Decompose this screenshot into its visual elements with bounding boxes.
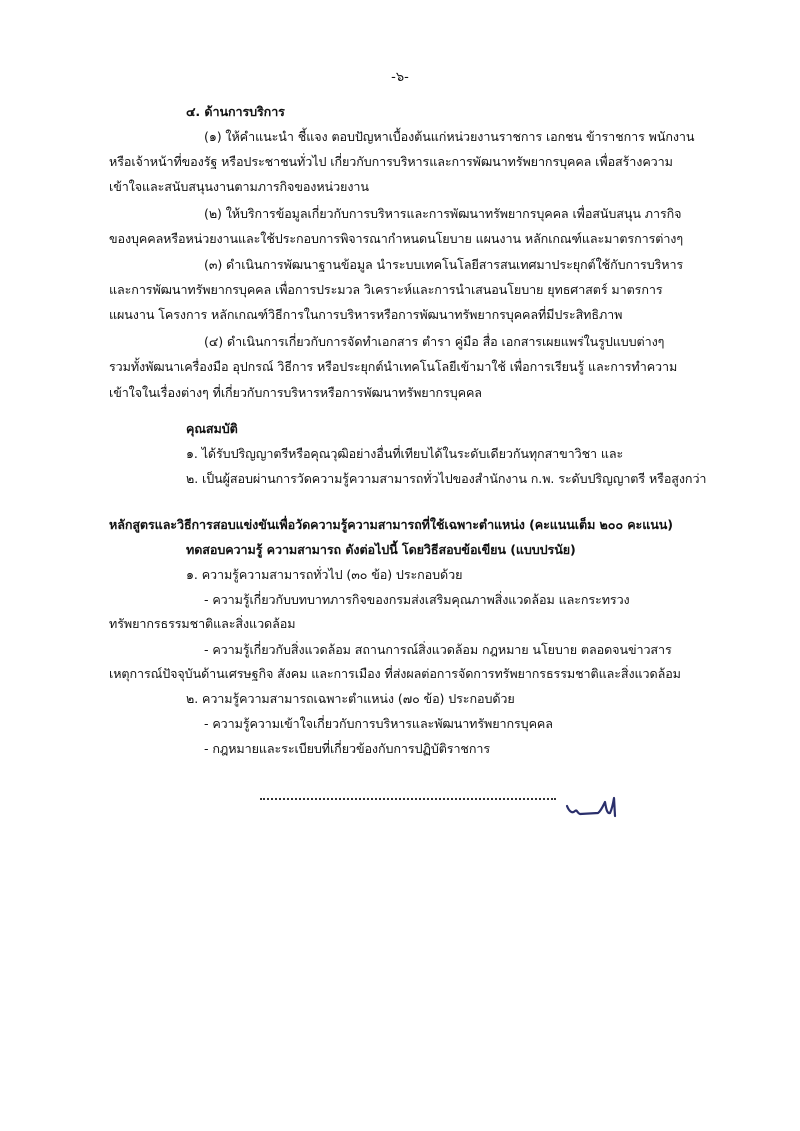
service-item-1-line-2: หรือเจ้าหน้าที่ของรัฐ หรือประชาชนทั่วไป เกี่ยวกับการบริหารและการพัฒนาทรัพยากรบุคคล เพื่อสร้างความ bbox=[109, 154, 673, 169]
exam-general-item-2-line-2: เหตุการณ์ปัจจุบันด้านเศรษฐกิจ สังคม และการเมือง ที่ส่งผลต่อการจัดการทรัพยากรธรรมชาติและสิ่งแวดล้อม bbox=[109, 666, 681, 681]
page-number: -๖- bbox=[391, 70, 409, 85]
exam-specific-ability-heading: ๒. ความรู้ความสามารถเฉพาะตำแหน่ง (๗๐ ข้อ) ประกอบด้วย bbox=[186, 691, 515, 706]
service-item-2-line-2: ของบุคคลหรือหน่วยงานและใช้ประกอบการพิจารณากำหนดนโยบาย แผนงาน หลักเกณฑ์และมาตรการต่างๆ bbox=[109, 231, 684, 246]
exam-specific-item-2: - กฎหมายและระเบียบที่เกี่ยวข้องกับการปฏิบัติราชการ bbox=[204, 741, 491, 756]
service-section-heading: ๔. ด้านการบริการ bbox=[186, 104, 285, 119]
exam-general-item-1-line-2: ทรัพยากรธรรมชาติและสิ่งแวดล้อม bbox=[109, 616, 296, 631]
service-item-1-line-3: เข้าใจและสนับสนุนงานตามภารกิจของหน่วยงาน bbox=[109, 179, 369, 194]
service-item-3-line-3: แผนงาน โครงการ หลักเกณฑ์วิธีการในการบริหารหรือการพัฒนาทรัพยากรบุคคลที่มีประสิทธิภาพ bbox=[109, 307, 623, 322]
exam-specific-item-1: - ความรู้ความเข้าใจเกี่ยวกับการบริหารและพัฒนาทรัพยากรบุคคล bbox=[204, 716, 553, 731]
end-of-document-dotted-rule bbox=[260, 798, 556, 800]
exam-general-item-1-line-1: - ความรู้เกี่ยวกับบทบาทภารกิจของกรมส่งเสริมคุณภาพสิ่งแวดล้อม และกระทรวง bbox=[204, 592, 630, 607]
service-item-4-line-1: (๔) ดำเนินการเกี่ยวกับการจัดทำเอกสาร ตำรา คู่มือ สื่อ เอกสารเผยแพร่ในรูปแบบต่างๆ bbox=[204, 334, 665, 349]
service-item-4-line-3: เข้าใจในเรื่องต่างๆ ที่เกี่ยวกับการบริหารหรือการพัฒนาทรัพยากรบุคคล bbox=[109, 385, 482, 400]
exam-general-item-2-line-1: - ความรู้เกี่ยวกับสิ่งแวดล้อม สถานการณ์สิ่งแวดล้อม กฎหมาย นโยบาย ตลอดจนข่าวสาร bbox=[204, 642, 672, 657]
service-item-2-line-1: (๒) ให้บริการข้อมูลเกี่ยวกับการบริหารและการพัฒนาทรัพยากรบุคคล เพื่อสนับสนุน ภารกิจ bbox=[204, 206, 682, 221]
service-item-1-line-1: (๑) ให้คำแนะนำ ชี้แจง ตอบปัญหาเบื้องต้นแก่หน่วยงานราชการ เอกชน ข้าราชการ พนักงาน bbox=[204, 129, 695, 144]
exam-heading-line-1: หลักสูตรและวิธีการสอบแข่งขันเพื่อวัดความรู้ความสามารถที่ใช้เฉพาะตำแหน่ง (คะแนนเต็ม ๒๐๐ คะแนน) bbox=[109, 517, 673, 532]
exam-heading-line-2: ทดสอบความรู้ ความสามารถ ดังต่อไปนี้ โดยวิธีสอบข้อเขียน (แบบปรนัย) bbox=[186, 542, 576, 557]
service-item-3-line-1: (๓) ดำเนินการพัฒนาฐานข้อมูล นำระบบเทคโนโลยีสารสนเทศมาประยุกต์ใช้กับการบริหาร bbox=[204, 257, 684, 272]
exam-general-ability-heading: ๑. ความรู้ความสามารถทั่วไป (๓๐ ข้อ) ประกอบด้วย bbox=[186, 567, 463, 582]
qualifications-heading: คุณสมบัติ bbox=[186, 421, 238, 436]
service-item-3-line-2: และการพัฒนาทรัพยากรบุคคล เพื่อการประมวล วิเคราะห์และการนำเสนอนโยบาย ยุทธศาสตร์ มาตรการ bbox=[109, 282, 663, 297]
qualification-item-1: ๑. ได้รับปริญญาตรีหรือคุณวุฒิอย่างอื่นที่เทียบได้ในระดับเดียวกันทุกสาขาวิชา และ bbox=[186, 446, 624, 461]
handwritten-initials bbox=[564, 792, 624, 822]
qualification-item-2: ๒. เป็นผู้สอบผ่านการวัดความรู้ความสามารถทั่วไปของสำนักงาน ก.พ. ระดับปริญญาตรี หรือสูงกว่า bbox=[186, 471, 707, 486]
service-item-4-line-2: รวมทั้งพัฒนาเครื่องมือ อุปกรณ์ วิธีการ หรือประยุกต์นำเทคโนโลยีเข้ามาใช้ เพื่อการเรียนรู้ และการทำความ bbox=[109, 359, 678, 374]
